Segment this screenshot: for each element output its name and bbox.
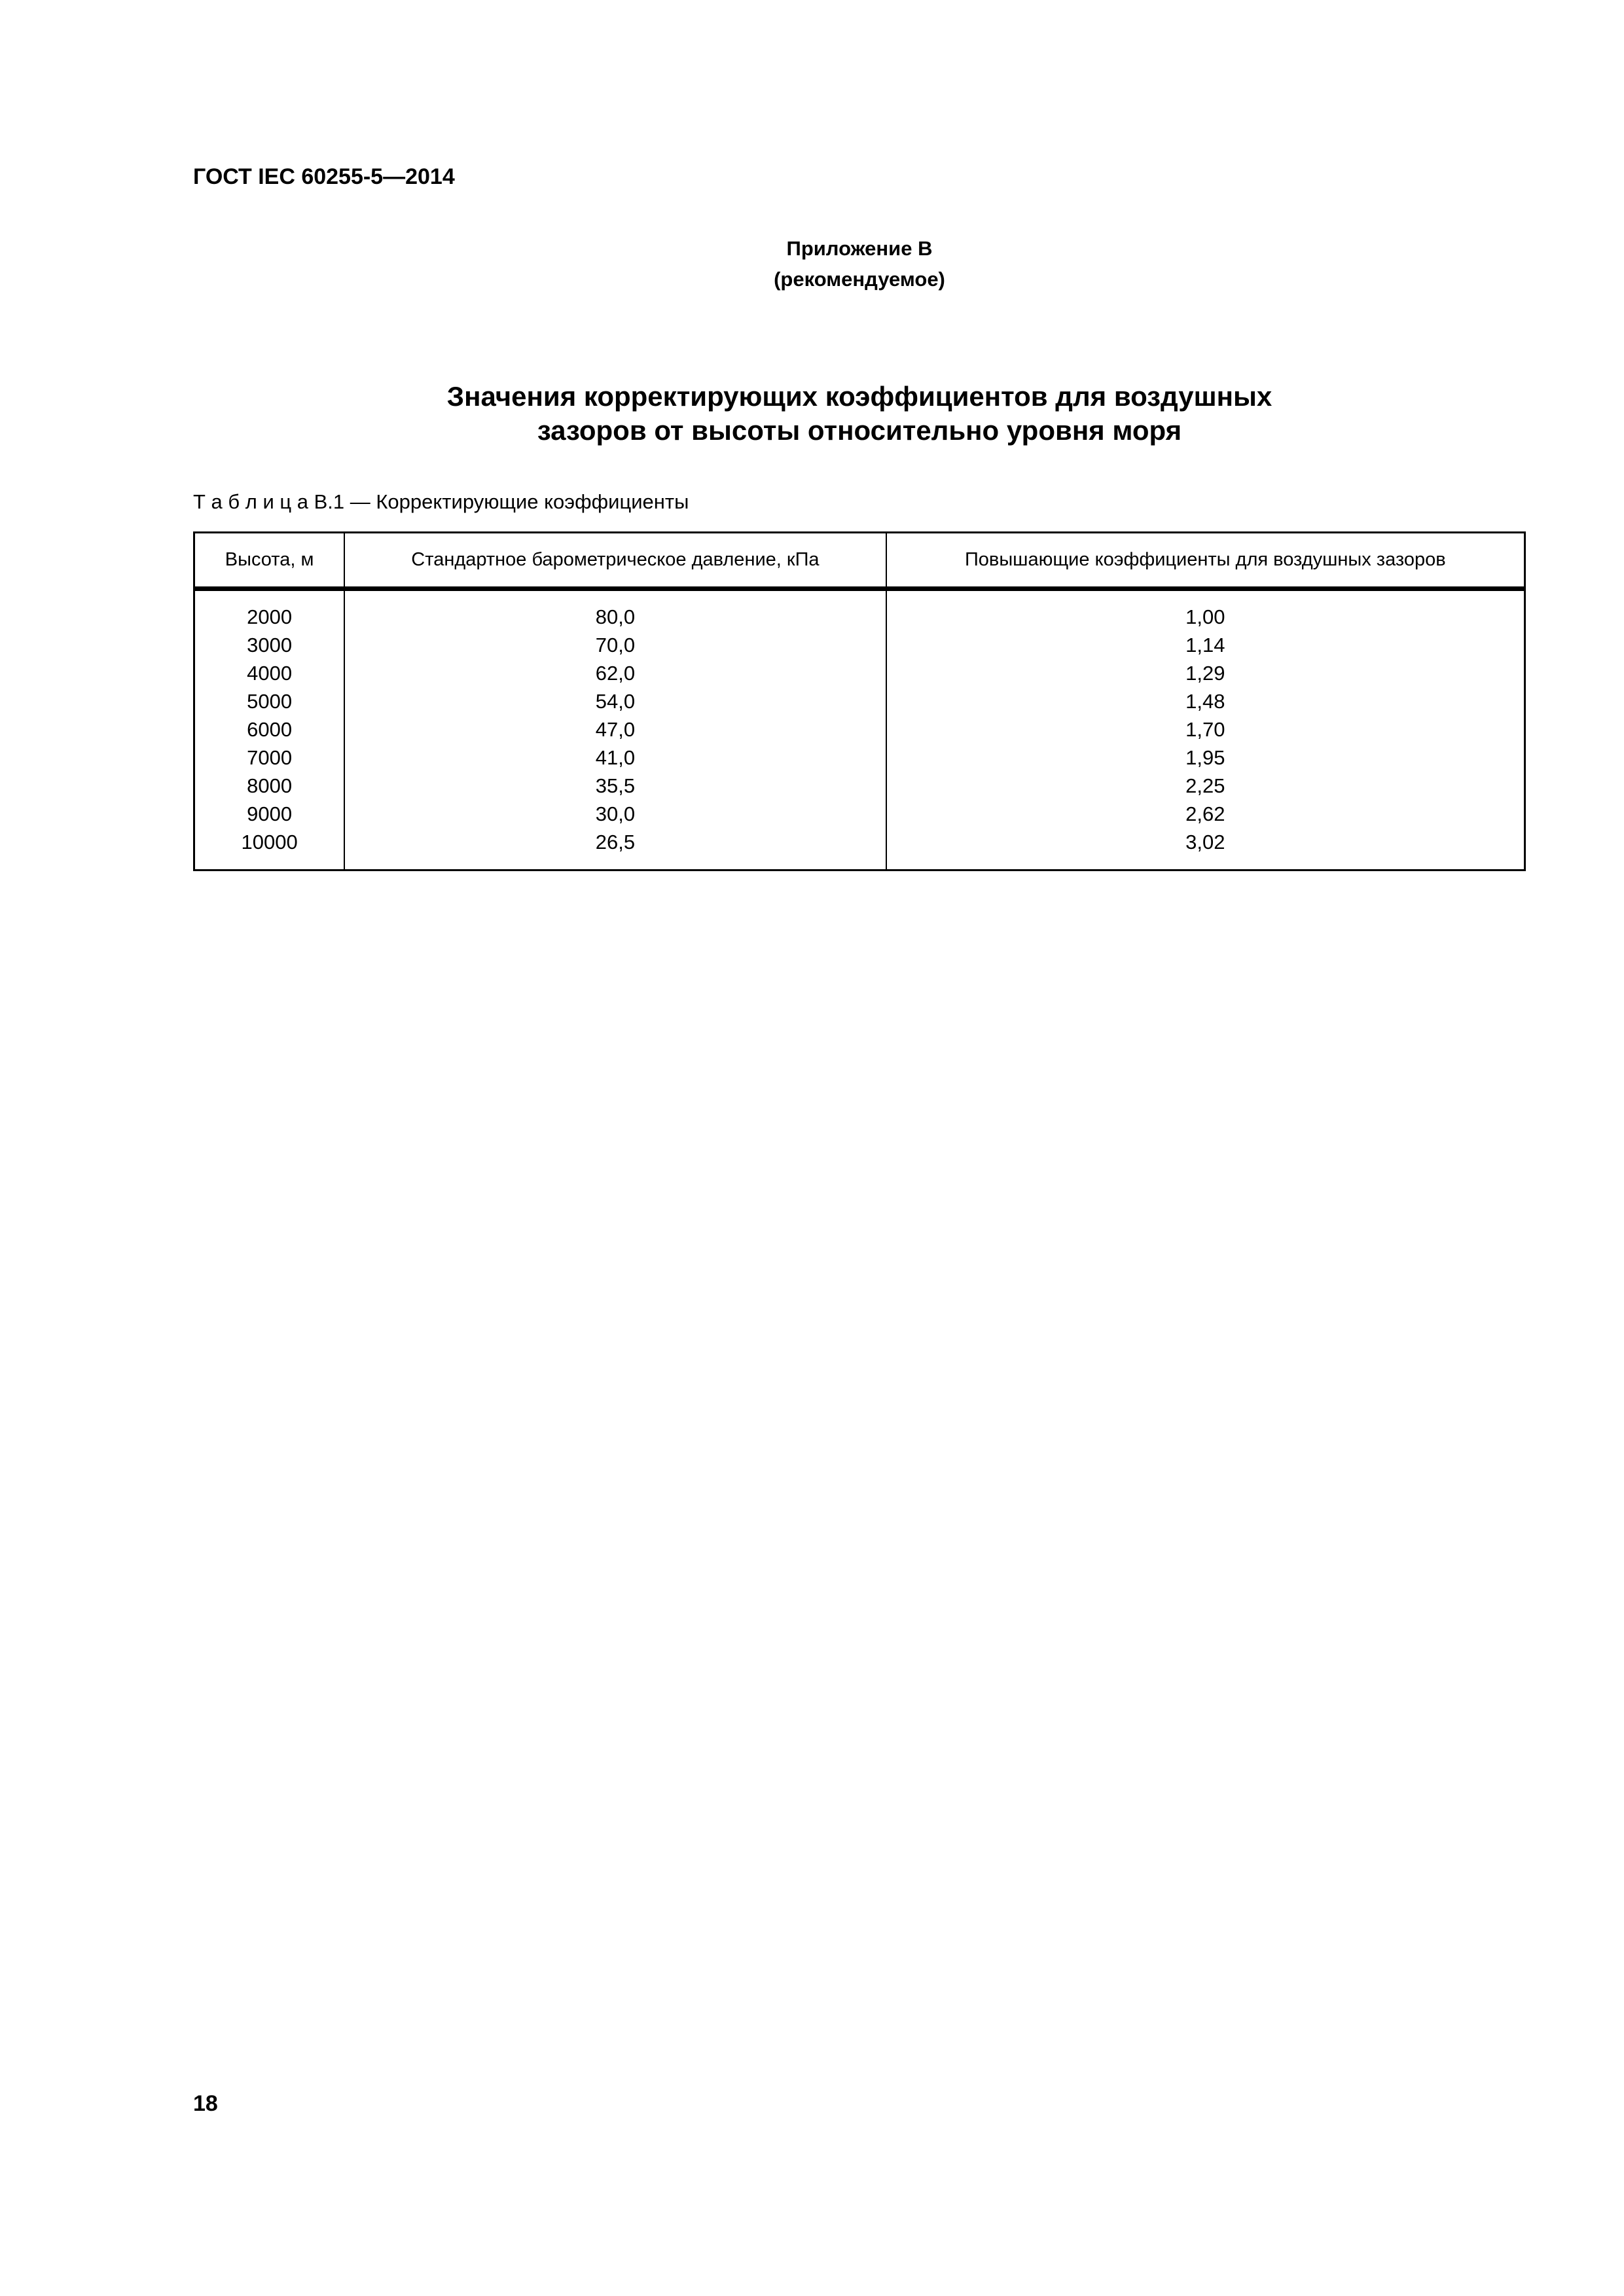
table-caption: Т а б л и ц а В.1 — Корректирующие коэффициенты: [193, 490, 689, 513]
page-title-line-2: зазоров от высоты относительно уровня моря: [537, 415, 1182, 446]
cell-altitude: 10000: [194, 828, 345, 870]
cell-pressure: 30,0: [344, 800, 886, 828]
cell-altitude: 4000: [194, 659, 345, 687]
page-title: [193, 380, 1526, 448]
col-header-pressure: Стандартное барометрическое давление, кПа: [344, 533, 886, 589]
cell-altitude: 5000: [194, 687, 345, 715]
col-header-altitude: Высота, м: [194, 533, 345, 589]
cell-factor: 1,48: [1185, 690, 1225, 713]
coefficients-table: [193, 531, 1526, 871]
document-code: ГОСТ IEC 60255-5—2014: [193, 164, 455, 189]
annex-title: Приложение В: [786, 237, 933, 260]
cell-factor: 1,29: [1185, 662, 1225, 685]
page-number: 18: [193, 2091, 218, 2116]
cell-altitude: 2000: [194, 589, 345, 632]
cell-pressure: 47,0: [344, 715, 886, 744]
col-header-factor: Повышающие коэффициенты для воздушных зазоров: [886, 533, 1525, 589]
table-row: [194, 687, 1525, 715]
table-row: [194, 589, 1525, 632]
cell-altitude: 6000: [194, 715, 345, 744]
cell-factor: 1,70: [1185, 718, 1225, 741]
table-row: [194, 631, 1525, 659]
table-row: [194, 659, 1525, 687]
cell-pressure: 35,5: [344, 772, 886, 800]
cell-altitude: 7000: [194, 744, 345, 772]
table-row: [194, 800, 1525, 828]
cell-pressure: 80,0: [344, 589, 886, 632]
cell-factor: 1,95: [1185, 746, 1225, 769]
table-row: [194, 744, 1525, 772]
cell-pressure: 54,0: [344, 687, 886, 715]
cell-factor: 1,00: [1185, 605, 1225, 628]
table-header-row: [194, 533, 1525, 589]
page-title-line-1: Значения корректирующих коэффициентов для воздушных: [446, 381, 1272, 412]
cell-pressure: 26,5: [344, 828, 886, 870]
cell-altitude: 3000: [194, 631, 345, 659]
cell-altitude: 9000: [194, 800, 345, 828]
annex-heading: [193, 233, 1526, 295]
cell-factor: 3,02: [1185, 831, 1225, 853]
cell-factor: 2,25: [1185, 774, 1225, 797]
annex-note: (рекомендуемое): [774, 268, 945, 291]
cell-pressure: 41,0: [344, 744, 886, 772]
cell-factor: 2,62: [1185, 802, 1225, 825]
table-row: [194, 828, 1525, 870]
table-row: [194, 772, 1525, 800]
cell-factor: 1,14: [1185, 634, 1225, 656]
cell-altitude: 8000: [194, 772, 345, 800]
table-row: [194, 715, 1525, 744]
cell-pressure: 70,0: [344, 631, 886, 659]
cell-pressure: 62,0: [344, 659, 886, 687]
